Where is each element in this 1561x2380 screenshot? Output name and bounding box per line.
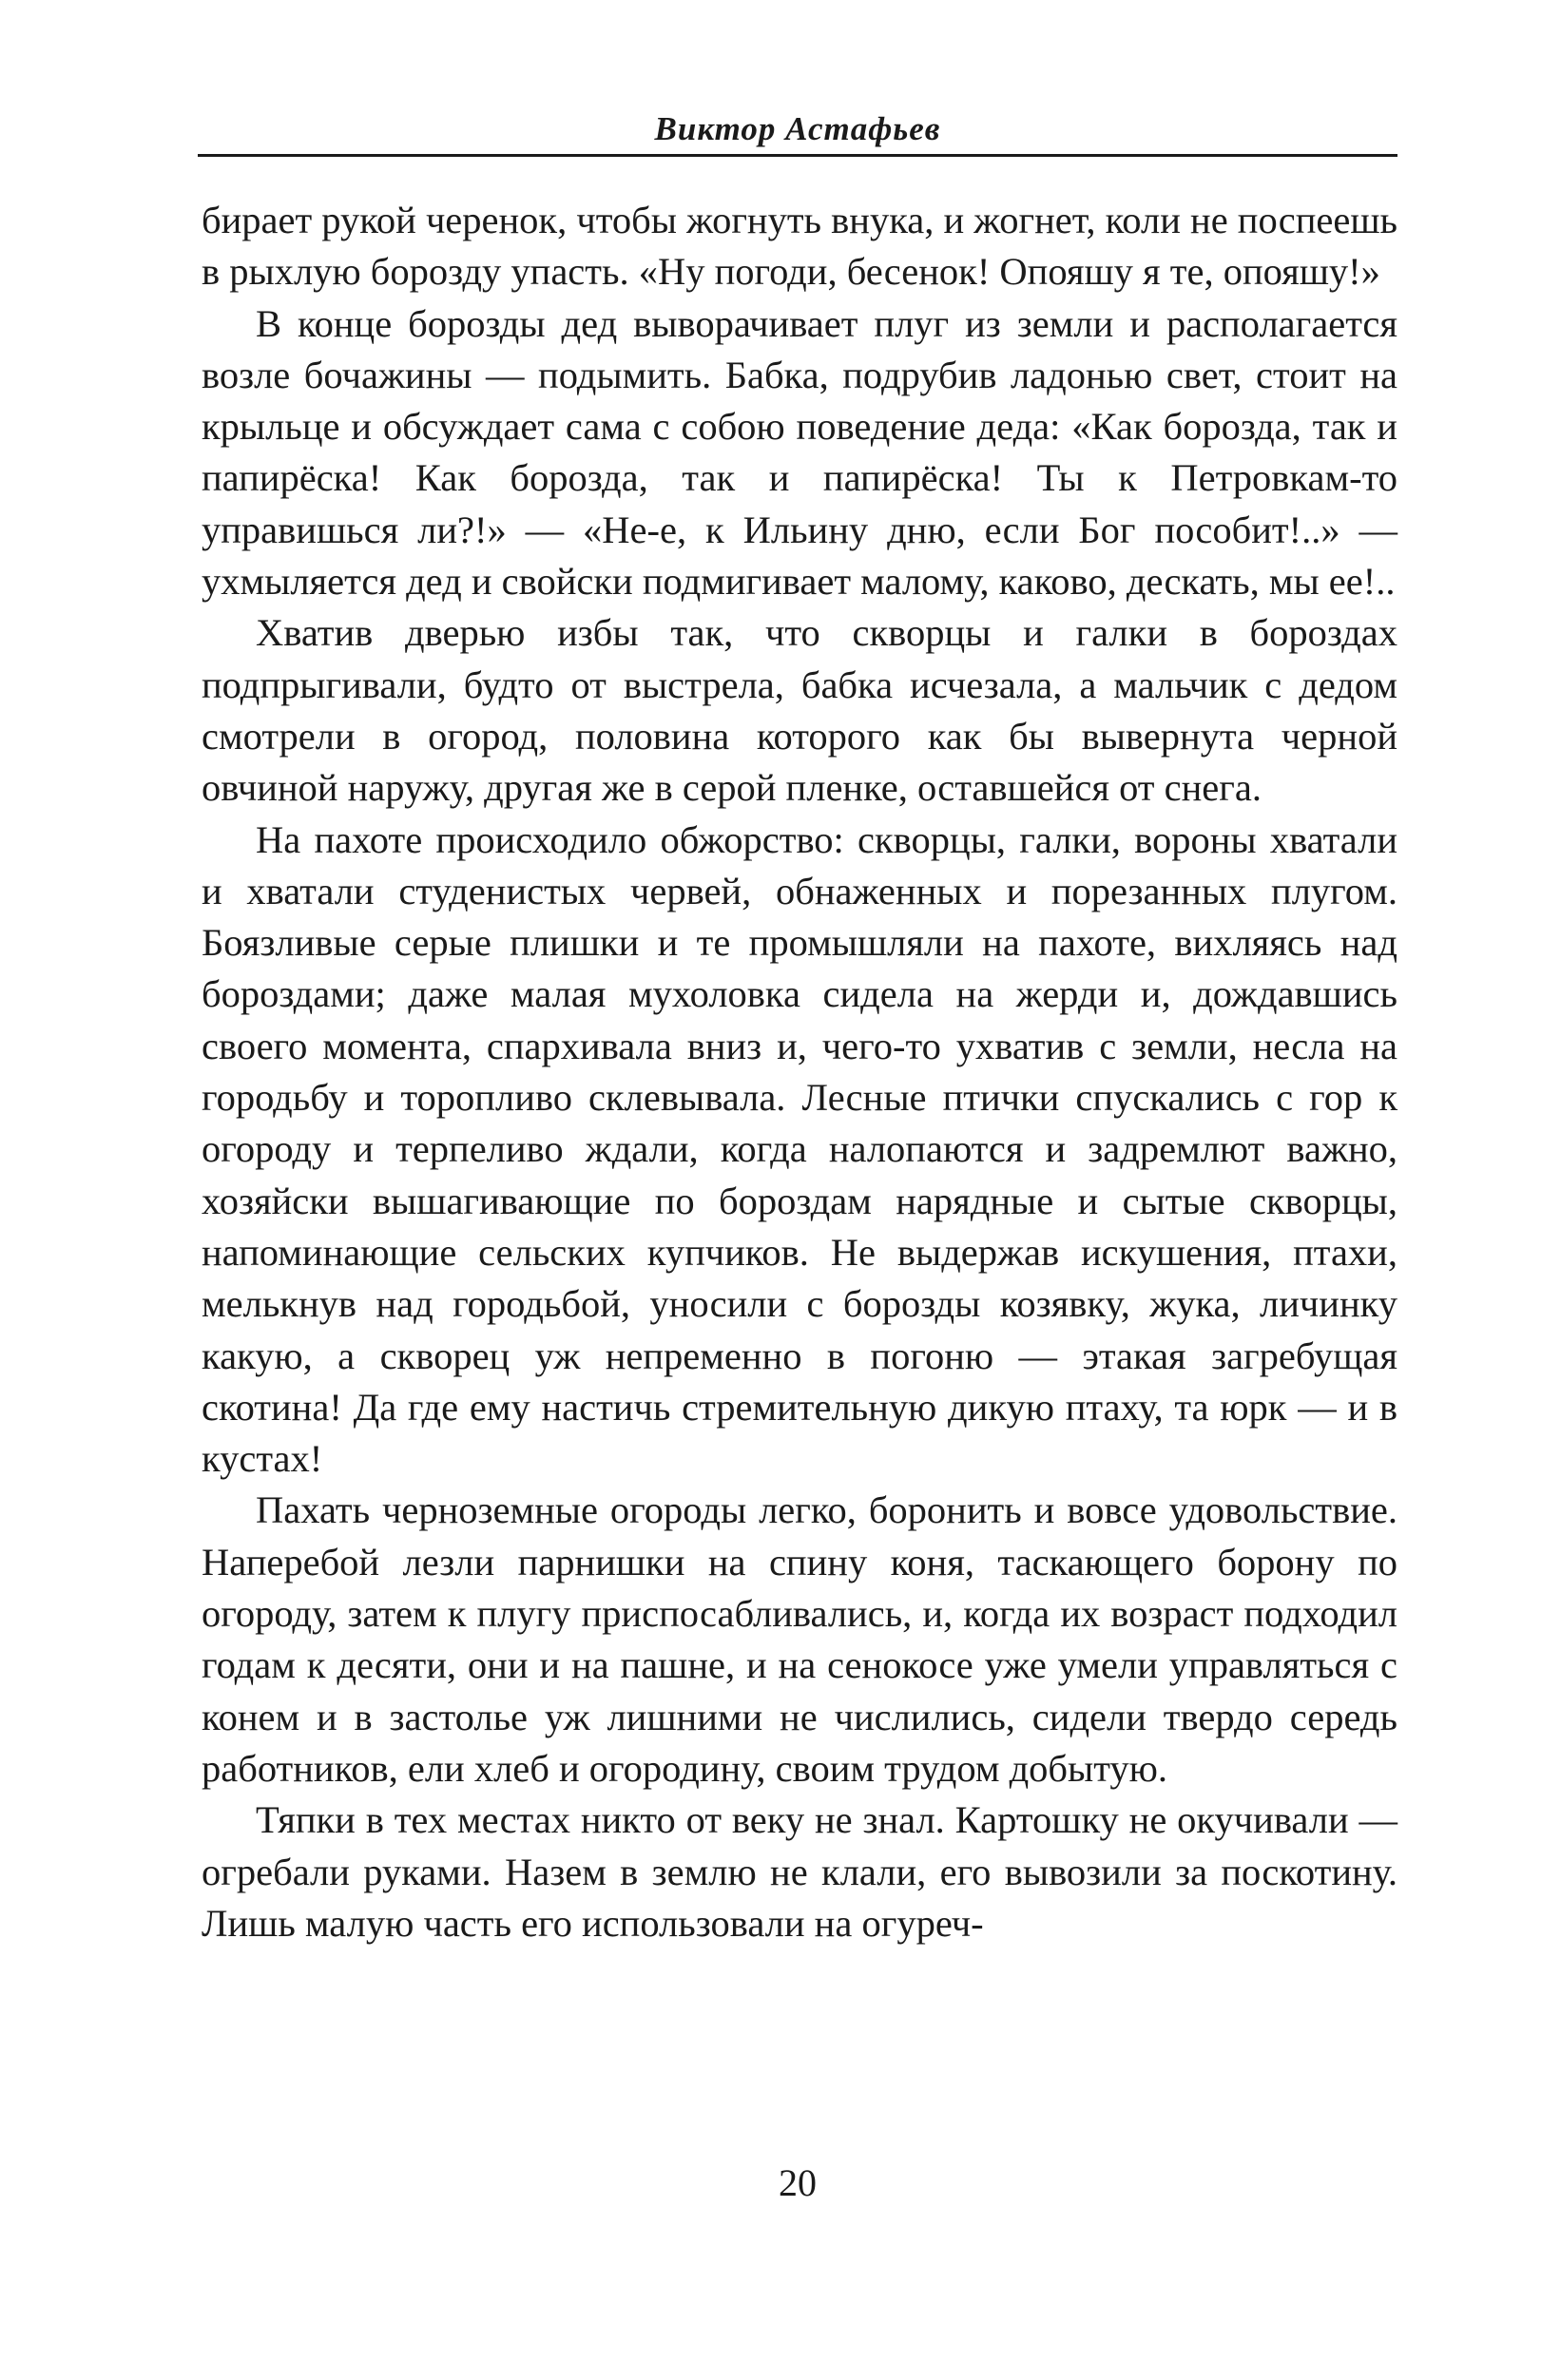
body-text xyxy=(202,195,1397,1949)
header-rule xyxy=(198,154,1397,157)
paragraph-2: В конце борозды дед выворачивает плуг из земли и располагается возле бочажины — подымить. Бабка, подрубив ладонью свет, стоит на крыльце и обсуждает сама с собою поведение деда: «Как борозда, так и папирёска! Как борозда, так и папирёска! Ты к Петровкам-то управишься ли?!» — «Не-е, к Ильину дню, если Бог пособит!..» — ухмыляется дед и свойски подмигивает малому, каково, дескать, мы ее!.. xyxy=(202,301,1397,604)
running-head-author: Виктор Астафьев xyxy=(654,110,941,147)
page-number: 20 xyxy=(779,2161,817,2204)
paragraph-3: Хватив дверью избы так, что скворцы и галки в бороздах подпрыгивали, будто от выстрела, бабка исчезала, а мальчик с дедом смотрели в огород, половина которого как бы вывернута черной овчиной наружу, другая же в серой пленке, оставшейся от снега. xyxy=(202,611,1397,810)
paragraph-5: Пахать черноземные огороды легко, боронить и вовсе удовольствие. Наперебой лезли парнишки на спину коня, таскающего борону по огороду, затем к плугу приспосабливались, и, когда их возраст подходил годам к десяти, они и на пашне, и на сенокосе уже умели управляться с конем и в застолье уж лишними не числились, сидели твердо середь работников, ели хлеб и огородину, своим трудом добытую. xyxy=(202,1488,1397,1790)
paragraph-4: На пахоте происходило обжорство: скворцы, галки, вороны хватали и хватали студенистых червей, обнаженных и порезанных плугом. Боязливые серые плишки и те промышляли на пахоте, вихляясь над бороздами; даже малая мухоловка сидела на жерди и, дождавшись своего момента, спархивала вниз и, чего-то ухватив с земли, несла на городьбу и торопливо склевывала. Лесные птички спускались с гор к огороду и терпеливо ждали, когда налопаются и задремлют важно, хозяйски вышагивающие по бороздам нарядные и сытые скворцы, напоминающие сельских купчиков. Не выдержав искушения, птахи, мелькнув над городьбой, уносили с борозды козявку, жука, личинку какую, а скворец уж непременно в погоню — этакая загребущая скотина! Да где ему настичь стремительную дикую птаху, та юрк — и в кустах! xyxy=(202,817,1397,1481)
paragraph-1: бирает рукой черенок, чтобы жогнуть внука, и жогнет, коли не поспеешь в рыхлую борозду упасть. «Ну погоди, бесенок! Опояшу я те, опояшу!» xyxy=(202,199,1397,294)
paragraph-6: Тяпки в тех местах никто от веку не знал. Картошку не окучивали — огребали руками. Назем в землю не клали, его вывозили за поскотину. Лишь малую часть его использовали на огуреч- xyxy=(202,1798,1397,1945)
